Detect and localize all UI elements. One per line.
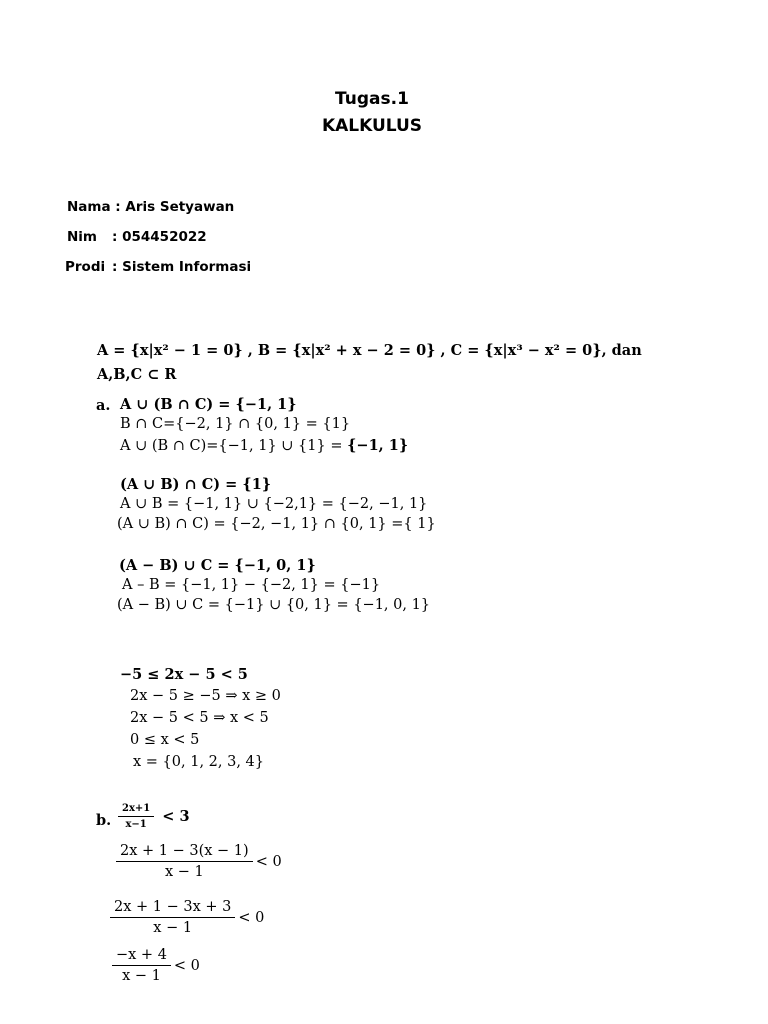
part-b-question-numerator: 2x+1 <box>118 803 154 817</box>
part-a-question-1: A ∪ (B ∩ C) = {−1, 1} <box>120 396 297 413</box>
part-a-q2-step-1: A ∪ B = {−1, 1} ∪ {−2,1} = {−2, −1, 1} <box>120 496 428 512</box>
part-b-step-2-fraction <box>110 899 235 936</box>
part-a-q4-step-4: x = {0, 1, 2, 3, 4} <box>133 754 264 770</box>
part-a-q4-step-3: 0 ≤ x < 5 <box>130 732 200 748</box>
part-a-marker: a. <box>96 397 111 414</box>
part-b-step-3-fraction <box>112 947 171 984</box>
student-name: Nama : Aris Setyawan <box>67 199 235 215</box>
part-a-q2-step-2: (A ∪ B) ∩ C) = {−2, −1, 1} ∩ {0, 1} ={ 1} <box>117 516 436 532</box>
part-b-question-rhs: < 3 <box>162 808 190 825</box>
student-prodi-label: Prodi <box>65 259 106 275</box>
part-b-step-1-fraction <box>116 843 253 880</box>
part-b-step-1-denominator: x − 1 <box>164 864 204 880</box>
part-b-step-1-numerator: 2x + 1 − 3(x − 1) <box>116 843 253 862</box>
part-a-q1-step-2 <box>120 437 408 454</box>
part-b-question-fraction <box>118 803 154 830</box>
part-b-question <box>118 803 190 830</box>
title-line-1: Tugas.1 <box>335 89 409 109</box>
student-prodi-value: : Sistem Informasi <box>112 259 252 275</box>
part-a-question-2: (A ∪ B) ∩ C) = {1} <box>120 476 272 493</box>
part-a-q3-step-1: A – B = {−1, 1} − {−2, 1} = {−1} <box>122 577 381 593</box>
part-a-question-4: −5 ≤ 2x − 5 < 5 <box>120 666 248 683</box>
problem-statement-line-2: A,B,C ⊂ R <box>97 366 177 383</box>
part-b-step-2 <box>110 899 264 936</box>
part-b-question-denominator: x−1 <box>125 819 147 830</box>
part-b-step-3-numerator: −x + 4 <box>112 947 171 966</box>
student-nim-label: Nim <box>67 229 97 245</box>
problem-statement-line-1: A = {x|x² − 1 = 0} , B = {x|x² + x − 2 = 0} , C = {x|x³ − x² = 0}, dan <box>97 342 642 359</box>
student-nim-value: : 054452022 <box>112 229 207 245</box>
part-b-step-2-denominator: x − 1 <box>153 920 193 936</box>
part-a-q3-step-2: (A − B) ∪ C = {−1} ∪ {0, 1} = {−1, 0, 1} <box>117 597 431 613</box>
title-line-2: KALKULUS <box>321 116 423 136</box>
part-a-question-3: (A − B) ∪ C = {−1, 0, 1} <box>119 557 316 574</box>
part-a-q4-step-1: 2x − 5 ≥ −5 ⇒ x ≥ 0 <box>130 688 281 704</box>
part-a-q1-step-2-text: A ∪ (B ∩ C)={−1, 1} ∪ {1} = <box>120 438 348 454</box>
part-b-step-3 <box>112 947 200 984</box>
part-b-step-3-denominator: x − 1 <box>122 968 161 984</box>
part-a-q1-result: {−1, 1} <box>347 437 409 454</box>
part-b-step-2-rhs: < 0 <box>238 909 265 926</box>
part-a-q4-step-2: 2x − 5 < 5 ⇒ x < 5 <box>130 710 269 726</box>
part-b-step-3-rhs: < 0 <box>173 957 200 974</box>
part-b-step-2-numerator: 2x + 1 − 3x + 3 <box>110 899 235 918</box>
part-b-marker: b. <box>96 812 112 829</box>
part-b-step-1-rhs: < 0 <box>255 853 282 870</box>
part-a-q1-step-1: B ∩ C={−2, 1} ∩ {0, 1} = {1} <box>120 416 351 432</box>
part-b-step-1 <box>116 843 282 880</box>
